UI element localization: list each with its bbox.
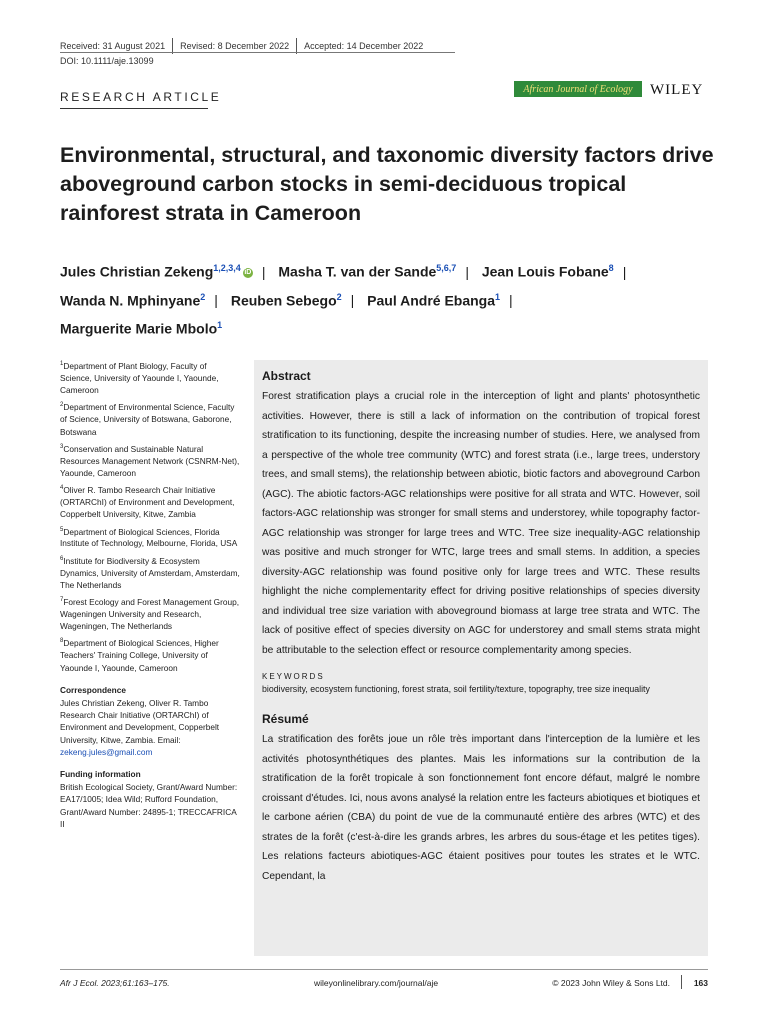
citation: Afr J Ecol. 2023;61:163–175. [60,978,170,988]
affiliation: $^8$Department of Biological Sciences, Higher Teachers' Training College, University of Yaounde I, Yaounde, Cameroon [60,638,219,673]
affiliation: $^7$Forest Ecology and Forest Management Group, Wageningen University and Research, Wageningen, The Netherlands [60,596,240,632]
copyright: © 2023 John Wiley & Sons Ltd. [552,978,670,988]
accepted-date: Accepted: 14 December 2022 [304,41,424,51]
footer-rule [60,969,708,970]
funding-heading: Funding information [60,769,141,780]
resume-heading: Résumé [262,712,309,726]
author-affiliation-marks: 2 [200,291,206,302]
affiliations-column [60,358,240,830]
keywords-heading: KEYWORDS [262,672,325,681]
article-type: RESEARCH ARTICLE [60,90,222,104]
abstract-text: Forest stratification plays a crucial role in the interception of light and plants' photosynthetic activities. However, there is still a lack of information on the contribution of tropical forest stratification to its functioning, despite the increasing number of studies. Here, we analysed from a perspective of the whole tree community (WTC) and forest strata (i.e., large trees, understory trees, and small stems), the relationship between abiotic, biotic factors and aboveground Carbon (AGC). The abiotic factors-AGC relationships were positive for all strata and WTC. However, soil factors-AGC relationship was stronger for small stems and understorey, while topography factor-AGC relationship was stronger for large trees and WTC. Tree size inequality-AGC relationship was positive and much stronger for WTC, large trees and small stems. In addition, a species diversity-AGC relationship was found positive only for large trees and WTC. These results highlight the niche complementarity effect for driving positive relationships of species diversity and individual tree size variation with aboveground biomass at large tree strata and WTC. The lack of positive effect of species diversity on AGC for understorey and small stems strata might be attributable to the selection effect or resource complementarity among species. [262,391,700,656]
correspondence-text: Jules Christian Zekeng, Oliver R. Tambo Research Chair Initiative (ORTARChI) of Environment and Development, Copperbelt University, Kitwe, Zambia. Email: zekeng.jules@gmail.com [60,698,220,757]
resume-text: La stratification des forêts joue un rôle très important dans l'interception de la lumière et les activités photosynthétiques des plantes. Mais les informations sur la contribution de la stratification de la forêt tropicale à son fonctionnement font encore défaut, malgré le nombre croissant d'études. Ici, nous avons analysé la relation entre les facteurs abiotiques et biotiques et le carbone aérien (CBA) du point de vue de la communauté entière des arbres (WTC) et des strates de la forêt (c'est-à-dire les grands arbres, les arbres du sous-étage et les petites tiges). Les relations facteurs abiotiques-AGC étaient positives pour toutes les strates et le WTC. Cependant, la [262,734,700,882]
author-affiliation-marks: 1,2,3,4 [213,263,241,273]
revised-date: Revised: 8 December 2022 [180,41,290,51]
abstract-box [254,360,708,956]
correspondence-heading: Correspondence [60,684,126,695]
author-list: Jules Christian Zekeng$^{1,2,3,4}$ iD | Masha T. van der Sande$^{5,6,7}$ | Jean Louis Fobane$^8$ | Wanda N. Mphinyane$^2$ | Reuben Sebego$^2$ | Paul André Ebanga$^1$ | Marguerite Marie Mbolo$^1$ [60,263,627,337]
author-affiliation-marks: 5,6,7 [436,263,457,273]
article-type-rule [60,108,208,109]
funding-text: British Ecological Society, Grant/Award Number: EA17/1005; Idea Wild; Rufford Foundation, Grant/Award Number: 24895-1; TRECCAFRICA II [60,782,238,829]
journal-logo[interactable]: African Journal of Ecology [514,81,642,97]
author-name[interactable]: Masha T. van der Sande [278,263,437,280]
author-name[interactable]: Marguerite Marie Mbolo [60,320,218,337]
journal-url[interactable]: wileyonlinelibrary.com/journal/aje [314,978,439,988]
author-name[interactable]: Reuben Sebego [230,292,337,309]
header-rule [60,52,455,53]
author-affiliation-marks: 1 [495,291,501,302]
author-name[interactable]: Jules Christian Zekeng [60,263,214,280]
article-title: Environmental, structural, and taxonomic diversity factors drive aboveground carbon stocks in semi-deciduous tropical rainforest strata in Cameroon [60,143,714,225]
affiliation: $^5$Department of Biological Sciences, Florida Institute of Technology, Melbourne, Florida, USA [60,526,238,549]
page-number: 163 [693,978,708,988]
author-affiliation-marks: 8 [608,263,614,273]
affiliation: $^6$Institute for Biodiversity & Ecosystem Dynamics, University of Amsterdam, Amsterdam, The Netherlands [60,555,240,590]
affiliation: $^3$Conservation and Sustainable Natural Resources Management Network (CSNRM-Net), Yaounde, Cameroon [60,443,240,478]
orcid-icon[interactable]: iD [244,268,252,276]
email-link[interactable]: zekeng.jules@gmail.com [60,746,153,757]
affiliation: $^4$Oliver R. Tambo Research Chair Initiative (ORTARChI) of Environment and Development, Copperbelt University, Kitwe, Zambia [60,484,235,520]
publisher-logo[interactable]: WILEY [650,82,704,98]
divider [681,975,682,989]
received-date: Received: 31 August 2021 [60,41,166,51]
author-name[interactable]: Paul André Ebanga [367,292,496,309]
affiliation: $^1$Department of Plant Biology, Faculty of Science, University of Yaounde I, Yaounde, Cameroon [60,360,219,396]
author-name[interactable]: Wanda N. Mphinyane [60,292,201,309]
author-name[interactable]: Jean Louis Fobane [481,263,609,280]
affiliation: $^2$Department of Environmental Science, Faculty of Science, University of Botswana, Gaborone, Botswana [60,402,235,437]
author-affiliation-marks: 1 [217,320,223,331]
doi[interactable]: DOI: 10.1111/aje.13099 [60,56,154,66]
keywords: biodiversity, ecosystem functioning, forest strata, soil fertility/texture, topography, tree size inequality [262,684,650,694]
abstract-heading: Abstract [262,369,311,383]
author-affiliation-marks: 2 [336,291,342,302]
